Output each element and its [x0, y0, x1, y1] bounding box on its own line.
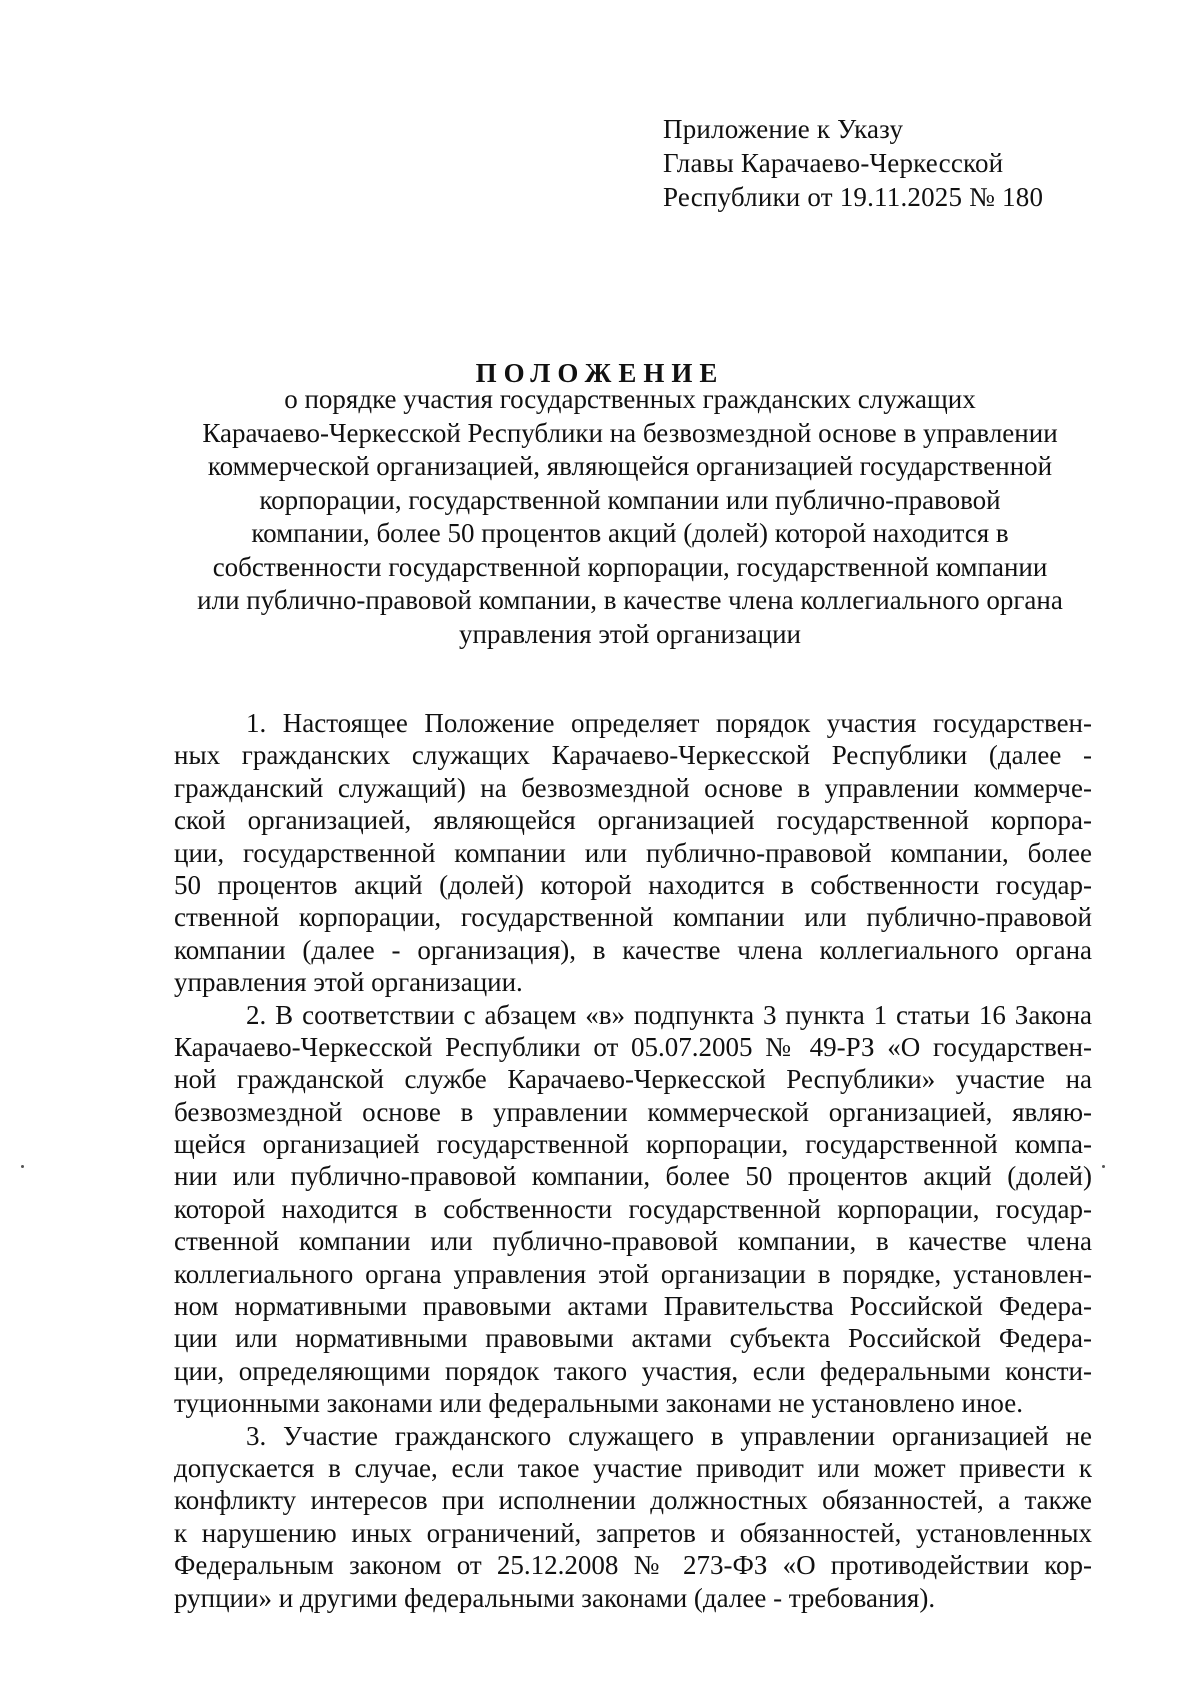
scan-speck [1102, 1165, 1105, 1168]
document-subtitle [170, 383, 1090, 651]
text-line: рупции» и другими федеральными законами (далее - требования). [174, 1582, 936, 1613]
text-line: которой находится в собственности государственной корпорации, государ- [174, 1193, 1092, 1224]
text-line: ной гражданской службе Карачаево-Черкесской Республики» участие на [174, 1064, 1092, 1095]
text-line: гражданский служащий) на безвозмездной основе в управлении коммерче- [174, 772, 1092, 803]
subtitle-line: Карачаево-Черкесской Республики на безвозмездной основе в управлении [202, 417, 1058, 448]
text-line: ном нормативными правовыми актами Правительства Российской Федера- [174, 1291, 1092, 1322]
text-line: ции, государственной компании или публично-правовой компании, более [174, 837, 1092, 868]
text-line: допускается в случае, если такое участие приводит или может привести к [174, 1452, 1092, 1483]
text-line: ных гражданских служащих Карачаево-Черкесской Республики (далее - [174, 740, 1092, 771]
text-line: 3. Участие гражданского служащего в управлении организацией не [246, 1420, 1092, 1451]
paragraph-2 [174, 999, 1092, 1420]
subtitle-line: компании, более 50 процентов акций (долей) которой находится в [251, 518, 1009, 548]
subtitle-line: коммерческой организацией, являющейся организацией государственной [207, 451, 1053, 481]
subtitle-line: о порядке участия государственных гражданских служащих [284, 384, 976, 414]
paragraph-1 [174, 707, 1092, 999]
subtitle-line: собственности государственной корпорации, государственной компании [212, 551, 1048, 582]
subtitle-line: или публично-правовой компании, в качестве члена коллегиального органа [197, 585, 1063, 615]
document-body [174, 707, 1092, 1614]
text-line: компании (далее - организация), в качестве члена коллегиального органа [174, 934, 1092, 965]
appendix-line: Республики от 19.11.2025 № 180 [663, 182, 1044, 212]
text-line: ственной компании или публично-правовой компании, в качестве члена [174, 1226, 1092, 1257]
text-line: безвозмездной основе в управлении коммерческой организацией, являю- [174, 1096, 1092, 1127]
appendix-line: Главы Карачаево-Черкесской [663, 148, 1004, 178]
document-title: ПОЛОЖЕНИЕ [475, 358, 725, 388]
scan-speck [21, 1165, 24, 1168]
subtitle-line: управления этой организации [458, 618, 802, 649]
appendix-reference [663, 112, 1123, 214]
text-line: Карачаево-Черкесской Республики от 05.07.2005 № 49-РЗ «О государствен- [174, 1031, 1092, 1062]
text-line: к нарушению иных ограничений, запретов и обязанностей, установленных [174, 1517, 1092, 1548]
text-line: Федеральным законом от 25.12.2008 № 273-ФЗ «О противодействии кор- [174, 1550, 1092, 1581]
text-line: ственной корпорации, государственной компании или публично-правовой [174, 902, 1092, 933]
text-line: туционными законами или федеральными законами не установлено иное. [174, 1388, 1023, 1419]
text-line: конфликту интересов при исполнении должностных обязанностей, а также [174, 1485, 1092, 1516]
text-line: управления этой организации. [174, 967, 523, 998]
text-line: 2. В соответствии с абзацем «в» подпункта 3 пункта 1 статьи 16 Закона [246, 999, 1092, 1030]
text-line: нии или публично-правовой компании, более 50 процентов акций (долей) [174, 1161, 1092, 1192]
text-line: 50 процентов акций (долей) которой находится в собственности государ- [174, 869, 1092, 900]
paragraph-3 [174, 1420, 1092, 1614]
text-line: ции или нормативными правовыми актами субъекта Российской Федера- [174, 1323, 1092, 1354]
appendix-line: Приложение к Указу [663, 114, 904, 144]
subtitle-line: корпорации, государственной компании или публично-правовой [259, 484, 1001, 515]
text-line: коллегиального органа управления этой организации в порядке, установлен- [174, 1258, 1092, 1289]
text-line: 1. Настоящее Положение определяет порядок участия государствен- [246, 708, 1092, 738]
text-line: ской организацией, являющейся организацией государственной корпора- [174, 805, 1092, 836]
text-line: ции, определяющими порядок такого участия, если федеральными консти- [174, 1355, 1092, 1386]
text-line: щейся организацией государственной корпорации, государственной компа- [174, 1129, 1092, 1160]
